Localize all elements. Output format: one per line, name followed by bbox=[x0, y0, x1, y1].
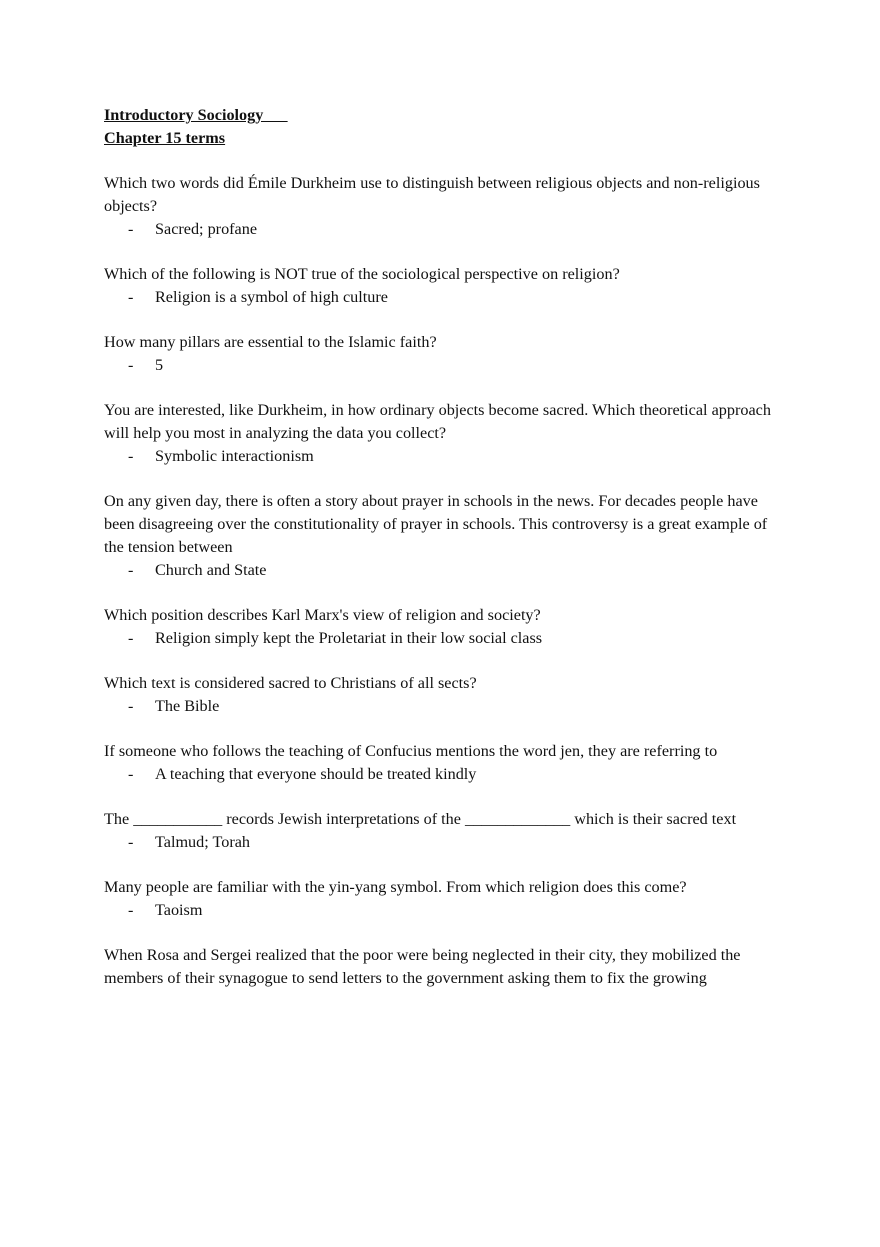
bullet-dash: - bbox=[128, 697, 134, 715]
qa-item bbox=[104, 672, 784, 718]
question-text: When Rosa and Sergei realized that the poor were being neglected in their city, they mobilized the members of their synagogue to send letters to the government asking them to fix the growing bbox=[104, 946, 741, 987]
answer-line bbox=[104, 831, 784, 854]
answer-line bbox=[104, 763, 784, 786]
answer-line bbox=[104, 445, 784, 468]
qa-item bbox=[104, 263, 784, 309]
answer-text: Taoism bbox=[155, 901, 203, 919]
qa-item-trailing bbox=[104, 944, 784, 990]
bullet-dash: - bbox=[128, 833, 134, 851]
answer-text: The Bible bbox=[155, 697, 220, 715]
qa-item bbox=[104, 740, 784, 786]
bullet-dash: - bbox=[128, 765, 134, 783]
qa-item bbox=[104, 331, 784, 377]
answer-line bbox=[104, 286, 784, 309]
bullet-dash: - bbox=[128, 561, 134, 579]
question-text: If someone who follows the teaching of Confucius mentions the word jen, they are referring to bbox=[104, 742, 718, 760]
qa-item bbox=[104, 604, 784, 650]
answer-line bbox=[104, 559, 784, 582]
document-body bbox=[104, 104, 784, 990]
question-text: On any given day, there is often a story about prayer in schools in the news. For decades people have been disagreeing over the constitutionality of prayer in schools. This controversy is a great example of the tension between bbox=[104, 492, 768, 556]
answer-text: Religion simply kept the Proletariat in their low social class bbox=[155, 629, 543, 647]
answer-text: Church and State bbox=[155, 561, 267, 579]
question-text: You are interested, like Durkheim, in how ordinary objects become sacred. Which theoretical approach will help you most in analyzing the data you collect? bbox=[104, 401, 771, 442]
bullet-dash: - bbox=[128, 220, 134, 238]
question-text: Which position describes Karl Marx's view of religion and society? bbox=[104, 606, 541, 624]
qa-item bbox=[104, 172, 784, 241]
question-text: The ___________ records Jewish interpretations of the _____________ which is their sacred text bbox=[104, 810, 737, 828]
answer-line bbox=[104, 354, 784, 377]
answer-text: Talmud; Torah bbox=[155, 833, 250, 851]
question-text: Which two words did Émile Durkheim use to distinguish between religious objects and non-religious objects? bbox=[104, 174, 760, 215]
bullet-dash: - bbox=[128, 629, 134, 647]
answer-text: Sacred; profane bbox=[155, 220, 258, 238]
question-text: Which text is considered sacred to Christians of all sects? bbox=[104, 674, 477, 692]
qa-item bbox=[104, 399, 784, 468]
qa-item bbox=[104, 876, 784, 922]
answer-line bbox=[104, 627, 784, 650]
bullet-dash: - bbox=[128, 447, 134, 465]
qa-item bbox=[104, 808, 784, 854]
chapter-title: Chapter 15 terms bbox=[104, 129, 226, 147]
answer-text: Religion is a symbol of high culture bbox=[155, 288, 388, 306]
question-text: Many people are familiar with the yin-yang symbol. From which religion does this come? bbox=[104, 878, 687, 896]
question-text: Which of the following is NOT true of the sociological perspective on religion? bbox=[104, 265, 620, 283]
bullet-dash: - bbox=[128, 901, 134, 919]
answer-text: A teaching that everyone should be treated kindly bbox=[155, 765, 477, 783]
answer-line bbox=[104, 899, 784, 922]
bullet-dash: - bbox=[128, 288, 134, 306]
course-title: Introductory Sociology bbox=[104, 106, 288, 124]
answer-text: 5 bbox=[155, 356, 164, 374]
qa-item bbox=[104, 490, 784, 582]
answer-text: Symbolic interactionism bbox=[155, 447, 314, 465]
answer-line bbox=[104, 218, 784, 241]
answer-line bbox=[104, 695, 784, 718]
question-text: How many pillars are essential to the Islamic faith? bbox=[104, 333, 437, 351]
bullet-dash: - bbox=[128, 356, 134, 374]
